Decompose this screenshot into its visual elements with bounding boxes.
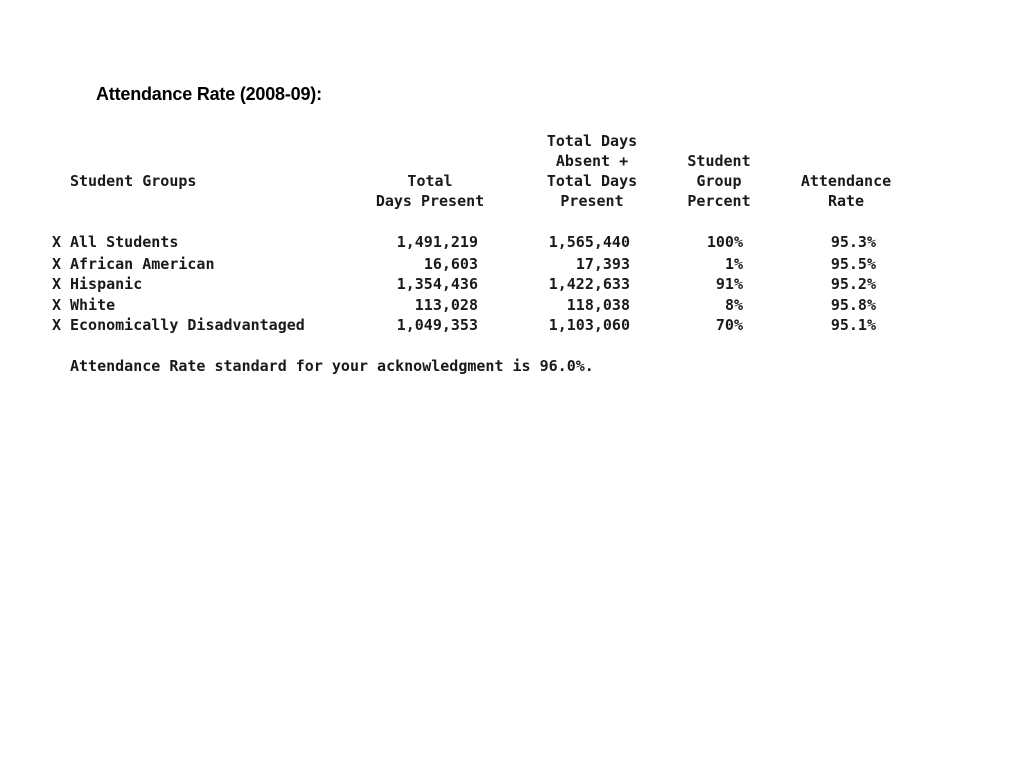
row-days-present: 1,491,219: [396, 233, 478, 251]
row-days-present: 1,354,436: [396, 275, 478, 293]
row-total-days: 1,565,440: [548, 233, 630, 251]
header-absent-line3: Total Days: [546, 172, 638, 190]
row-group: White: [70, 296, 116, 314]
row-group: Hispanic: [70, 275, 143, 293]
row-group-percent: 70%: [715, 316, 743, 334]
header-absent-line4: Present: [560, 192, 624, 210]
row-total-days: 1,103,060: [548, 316, 630, 334]
row-days-present: 16,603: [423, 255, 478, 273]
row-group-percent: 100%: [706, 233, 743, 251]
row-days-present: 113,028: [414, 296, 478, 314]
header-group-percent-line1: Student: [687, 152, 751, 170]
row-rate: 95.5%: [830, 255, 876, 273]
row-mark: X: [52, 233, 62, 251]
header-rate-line1: Attendance: [800, 172, 892, 190]
page-title: Attendance Rate (2008-09):: [96, 84, 322, 104]
row-total-days: 17,393: [575, 255, 630, 273]
header-absent-line1: Total Days: [546, 132, 638, 150]
row-group: Economically Disadvantaged: [70, 316, 305, 334]
row-mark: X: [52, 296, 62, 314]
header-group-percent-line2: Group: [696, 172, 742, 190]
row-rate: 95.8%: [830, 296, 876, 314]
row-group-percent: 91%: [715, 275, 743, 293]
footnote: Attendance Rate standard for your acknowledgment is 96.0%.: [70, 357, 594, 375]
row-rate: 95.1%: [830, 316, 876, 334]
row-rate: 95.2%: [830, 275, 876, 293]
header-days-present-line1: Total: [407, 172, 453, 190]
header-group-percent-line3: Percent: [687, 192, 751, 210]
row-group: All Students: [70, 233, 179, 251]
header-rate-line2: Rate: [827, 192, 865, 210]
row-total-days: 1,422,633: [548, 275, 630, 293]
row-group-percent: 8%: [724, 296, 743, 314]
header-absent-line2: Absent +: [555, 152, 629, 170]
row-mark: X: [52, 255, 62, 273]
row-total-days: 118,038: [566, 296, 630, 314]
row-group-percent: 1%: [724, 255, 743, 273]
row-days-present: 1,049,353: [396, 316, 478, 334]
header-student-groups: Student Groups: [70, 172, 197, 190]
row-rate: 95.3%: [830, 233, 876, 251]
row-group: African American: [70, 255, 215, 273]
header-days-present-line2: Days Present: [375, 192, 485, 210]
row-mark: X: [52, 316, 62, 334]
row-mark: X: [52, 275, 62, 293]
